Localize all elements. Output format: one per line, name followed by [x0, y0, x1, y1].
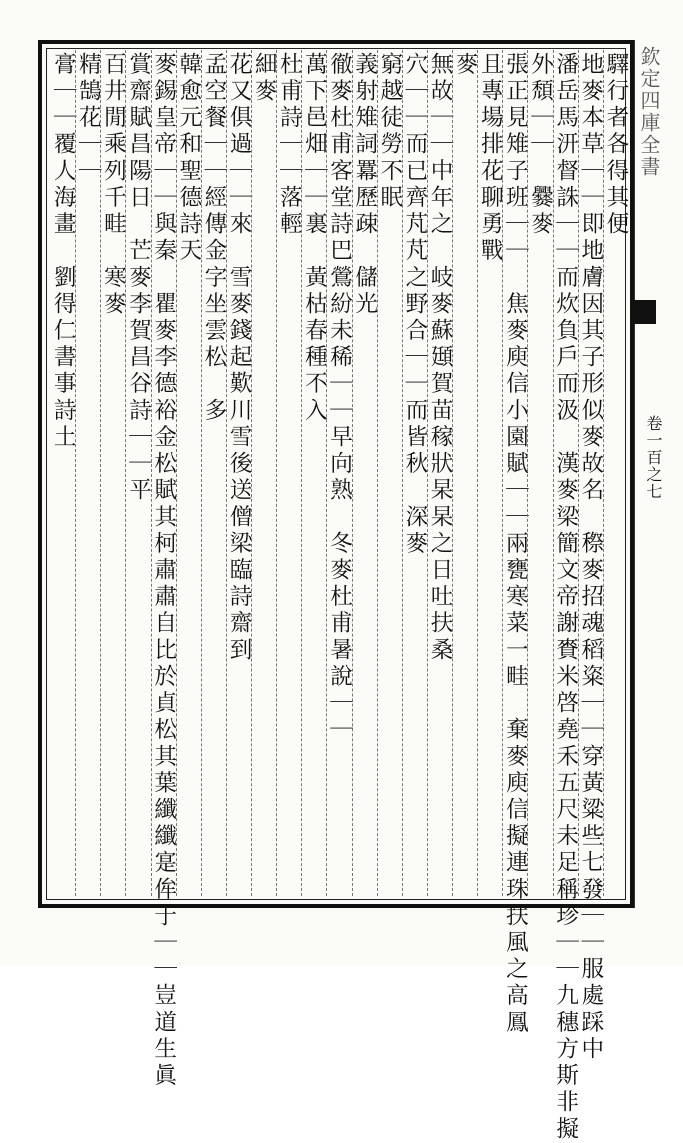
column-divider — [553, 50, 554, 896]
text-column: 萬下邑畑｜｜裏 黃枯春種不入 — [301, 52, 328, 425]
column-divider — [326, 50, 327, 896]
book-title: 欽定四庫全書 — [637, 46, 661, 178]
text-column: 孟空餐｜｜經傳金字坐雲松 多 — [200, 52, 227, 425]
column-divider — [352, 50, 353, 896]
text-column: 賞齋賦昌陽日 芒麥李賀昌谷詩｜｜平 — [125, 52, 152, 505]
text-column: 膏｜｜覆人海畫 劉得仁書事詩土 — [50, 52, 77, 452]
column-divider — [100, 50, 101, 896]
text-column: 外頹｜｜ 爨麥 — [527, 52, 554, 239]
text-column: 張正見雉子班｜｜ 焦麥庾信小園賦｜｜兩甕寒菜一畦 棄麥庾信擬連珠扶風之高鳳 — [502, 52, 529, 1037]
text-column: 窮越徒勞不眠 — [376, 52, 403, 212]
column-divider — [377, 50, 378, 896]
text-column: 細麥 — [251, 52, 278, 106]
column-divider — [151, 50, 152, 896]
column-divider — [176, 50, 177, 896]
column-divider — [251, 50, 252, 896]
text-column: 穴｜｜而已齊芃芃之野合｜｜而皆秋 深麥 — [401, 52, 428, 558]
column-divider — [502, 50, 503, 896]
text-column: 地麥本草｜｜即地膚因其子形似麥故名 穄麥招魂稻粢｜｜穿黃粱些七發｜｜服處踩中 — [577, 52, 604, 1064]
text-column: 徹麥杜甫客堂詩巴鶯紛未稀｜｜早向熟 冬麥杜甫暑說｜｜ — [326, 52, 353, 744]
text-column: 精鵠花｜｜ — [75, 52, 102, 186]
column-divider — [578, 50, 579, 896]
column-divider — [125, 50, 126, 896]
text-column: 麥錫皇帝｜｜與秦 瞿麥李德裕金松賦其柯肅肅自比於貞松其葉纖纖寔侔于｜｜豈道生眞 — [150, 52, 177, 1090]
column-divider — [452, 50, 453, 896]
fish-tail-mark — [634, 300, 656, 324]
text-column: 潘岳馬汧督誅｜｜而炊負戶而汲 漢麥梁簡文帝謝賚米啓堯禾五尺未足稱珍｜｜九穗方斯非擬 — [552, 52, 579, 1143]
column-divider — [276, 50, 277, 896]
text-column: 驛行者各得其便 — [602, 52, 629, 239]
column-divider — [402, 50, 403, 896]
text-column: 韓愈元和聖德詩天 — [175, 52, 202, 265]
text-column: 麥 — [452, 52, 479, 79]
text-column: 花又俱過｜｜來 雪麥錢起歎川雪後送僧梁臨詩齋到 — [226, 52, 253, 665]
column-divider — [477, 50, 478, 896]
text-column: 義射雉詞羃歷疎 儲光 — [351, 52, 378, 319]
text-column: 杜甫詩｜｜落輕 — [276, 52, 303, 239]
column-divider — [427, 50, 428, 896]
column-divider — [527, 50, 528, 896]
text-column: 無故｜｜中年之 岐麥蘇頲賀苗稼狀杲杲之日吐扶桑 — [427, 52, 454, 665]
juan-label: 卷一百之七 — [644, 415, 663, 500]
column-divider — [301, 50, 302, 896]
column-divider — [75, 50, 76, 896]
column-divider — [603, 50, 604, 896]
column-divider — [201, 50, 202, 896]
text-column: 百井閒乘列千畦 寒麥 — [100, 52, 127, 319]
text-column: 且專場排花聊勇戰 — [477, 52, 504, 265]
column-divider — [226, 50, 227, 896]
